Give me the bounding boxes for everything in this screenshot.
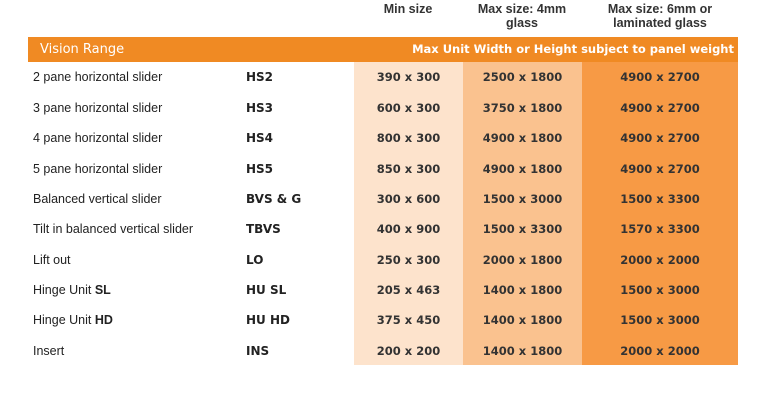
product-name-text: Insert [33, 344, 65, 358]
min-size-value: 205 x 463 [376, 283, 441, 297]
table-row [0, 93, 768, 123]
product-code: LO [246, 253, 264, 267]
table-row [0, 275, 768, 305]
max-6mm-value: 2000 x 2000 [620, 344, 700, 358]
product-code: HS2 [246, 70, 274, 84]
min-size-value: 250 x 300 [376, 253, 441, 267]
product-name-text: 4 pane horizontal slider [33, 131, 163, 145]
product-code: HU HD [246, 313, 290, 327]
vision-range-band [28, 37, 738, 62]
product-code: BVS & G [246, 192, 302, 206]
max-4mm-value: 1400 x 1800 [482, 313, 563, 327]
max-6mm-value: 4900 x 2700 [620, 70, 700, 84]
max-4mm-value: 2500 x 1800 [482, 70, 563, 84]
product-name-text: 3 pane horizontal slider [33, 101, 163, 115]
product-name [33, 130, 162, 146]
band-note: Max Unit Width or Height subject to panel weight [412, 42, 734, 56]
product-name-text: Hinge Unit [33, 313, 95, 327]
max-6mm-value: 4900 x 2700 [620, 162, 700, 176]
product-name [33, 282, 111, 298]
min-size-value: 375 x 450 [376, 313, 441, 327]
max-4mm-value: 1500 x 3000 [482, 192, 563, 206]
product-name [33, 221, 193, 237]
max-4mm-value: 4900 x 1800 [482, 131, 563, 145]
max-6mm-value: 4900 x 2700 [620, 131, 700, 145]
product-name-suffix: HD [94, 313, 113, 327]
min-size-value: 400 x 900 [376, 222, 441, 236]
max-4mm-value: 1500 x 3300 [482, 222, 563, 236]
band-label: Vision Range [40, 42, 125, 57]
table-row [0, 245, 768, 275]
max-6mm-value: 4900 x 2700 [620, 101, 700, 115]
max-4mm-value: 1400 x 1800 [482, 344, 563, 358]
product-code: HS5 [246, 162, 274, 176]
product-name-text: 2 pane horizontal slider [33, 70, 163, 84]
min-size-header: Min size [383, 2, 433, 16]
max-4mm-header: Max size: 4mm glass [477, 2, 567, 30]
product-name [33, 312, 113, 328]
max-4mm-value: 4900 x 1800 [482, 162, 563, 176]
table-row [0, 154, 768, 184]
max-4mm-value: 2000 x 1800 [482, 253, 563, 267]
table-row [0, 305, 768, 335]
product-name-text: Balanced vertical slider [33, 192, 162, 206]
product-code: HU SL [246, 283, 287, 297]
min-size-value: 390 x 300 [376, 70, 441, 84]
product-name [33, 343, 64, 359]
product-name-text: Lift out [33, 253, 71, 267]
product-code: TBVS [246, 222, 281, 236]
max-4mm-value: 3750 x 1800 [482, 101, 563, 115]
product-name-text: Hinge Unit [33, 283, 95, 297]
product-code: INS [246, 344, 270, 358]
table-row [0, 336, 768, 366]
max-6mm-value: 1570 x 3300 [620, 222, 700, 236]
min-size-value: 200 x 200 [376, 344, 441, 358]
product-name-text: 5 pane horizontal slider [33, 162, 163, 176]
product-code: HS3 [246, 101, 274, 115]
max-6mm-value: 1500 x 3300 [620, 192, 700, 206]
max-6mm-value: 1500 x 3000 [620, 283, 700, 297]
product-name [33, 161, 162, 177]
product-name [33, 252, 71, 268]
table-row [0, 123, 768, 153]
table-row [0, 214, 768, 244]
table-row [0, 184, 768, 214]
max-6mm-header: Max size: 6mm or laminated glass [607, 2, 713, 30]
max-6mm-value: 1500 x 3000 [620, 313, 700, 327]
product-code: HS4 [246, 131, 274, 145]
table-row [0, 62, 768, 92]
max-4mm-value: 1400 x 1800 [482, 283, 563, 297]
min-size-value: 850 x 300 [376, 162, 441, 176]
min-size-value: 600 x 300 [376, 101, 441, 115]
min-size-value: 300 x 600 [376, 192, 441, 206]
product-name-text: Tilt in balanced vertical slider [33, 222, 194, 236]
product-name [33, 100, 162, 116]
min-size-value: 800 x 300 [376, 131, 441, 145]
product-name [33, 191, 162, 207]
product-name [33, 69, 162, 85]
max-6mm-value: 2000 x 2000 [620, 253, 700, 267]
product-name-suffix: SL [94, 283, 111, 297]
